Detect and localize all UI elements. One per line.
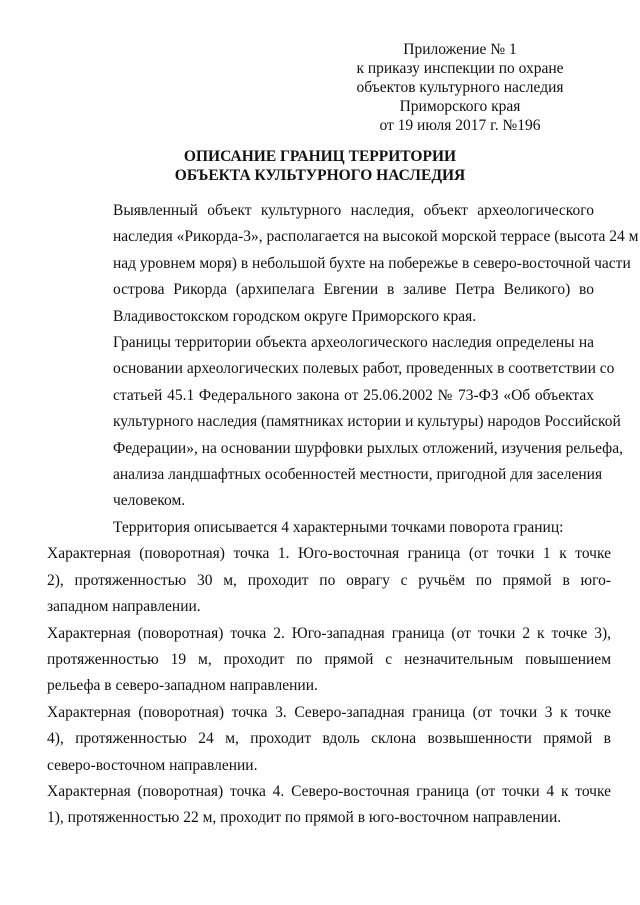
text-line: 4), протяженностью 24 м, проходит вдоль склона возвышенности прямой в xyxy=(47,730,611,748)
text-line: Характерная (поворотная) точка 3. Северо-западная граница (от точки 3 к точке xyxy=(47,703,611,721)
appendix-region: Приморского края xyxy=(399,98,521,115)
boundary-point-4 xyxy=(47,779,611,832)
text-line: человеком. xyxy=(113,492,186,510)
appendix-number: Приложение № 1 xyxy=(403,41,517,58)
appendix-order-ref: к приказу инспекции по охране xyxy=(356,60,564,77)
text-line: Территория описывается 4 характерными точками поворота границ: xyxy=(113,518,564,536)
paragraph-object-location xyxy=(80,198,639,330)
text-line: Характерная (поворотная) точка 2. Юго-западная граница (от точки 2 к точке 3), xyxy=(47,624,611,642)
text-line: рельефа в северо-западном направлении. xyxy=(47,677,318,695)
text-line: Границы территории объекта археологического наследия определены на xyxy=(113,334,594,352)
text-line: 1), протяженностью 22 м, проходит по прямой в юго-восточном направлении. xyxy=(47,809,562,827)
boundary-point-1 xyxy=(47,541,611,620)
text-line: Характерная (поворотная) точка 4. Северо-восточная граница (от точки 4 к точке xyxy=(47,782,611,800)
text-line: основании археологических полевых работ, проведенных в соответствии со xyxy=(113,360,615,378)
text-line: Владивостокском городском округе Приморского края. xyxy=(113,307,477,325)
text-line: культурного наследия (памятниках истории и культуры) народов Российской xyxy=(113,413,621,431)
text-line: над уровнем моря) в небольшой бухте на побережье в северо-восточной части xyxy=(113,254,631,272)
boundary-point-3 xyxy=(47,700,611,779)
text-line: Федерации», на основании шурфовки рыхлых отложений, изучения рельефа, xyxy=(113,439,623,457)
paragraph-boundary-basis xyxy=(80,330,623,515)
text-line: статьей 45.1 Федерального закона от 25.06.2002 № 73-ФЗ «Об объектах xyxy=(113,386,594,404)
text-line: Характерная (поворотная) точка 1. Юго-восточная граница (от точки 1 к точке xyxy=(47,545,611,563)
text-line: наследия «Рикорда-3», располагается на высокой морской террасе (высота 24 м xyxy=(113,228,639,246)
text-line: анализа ландшафтных особенностей местности, пригодной для заселения xyxy=(113,466,603,484)
title-line-2: ОБЪЕКТА КУЛЬТУРНОГО НАСЛЕДИЯ xyxy=(174,167,466,184)
paragraph-points-intro xyxy=(80,515,594,541)
text-line: западном направлении. xyxy=(47,598,201,616)
text-line: Выявленный объект культурного наследия, объект археологического xyxy=(113,202,594,219)
text-line: северо-восточном направлении. xyxy=(47,756,258,774)
appendix-date: от 19 июля 2017 г. №196 xyxy=(379,117,541,134)
text-line: 2), протяженностью 30 м, проходит по оврагу с ручьём по прямой в юго- xyxy=(47,571,611,589)
title-line-1: ОПИСАНИЕ ГРАНИЦ ТЕРРИТОРИИ xyxy=(183,148,457,165)
text-line: протяженностью 19 м, проходит по прямой с незначительным повышением xyxy=(47,650,611,668)
document-body xyxy=(47,198,639,832)
appendix-header xyxy=(330,40,590,135)
appendix-inspection: объектов культурного наследия xyxy=(356,79,564,96)
boundary-point-2 xyxy=(47,621,611,700)
document-title xyxy=(0,147,640,185)
text-line: острова Рикорда (архипелага Евгении в заливе Петра Великого) во xyxy=(113,281,594,299)
